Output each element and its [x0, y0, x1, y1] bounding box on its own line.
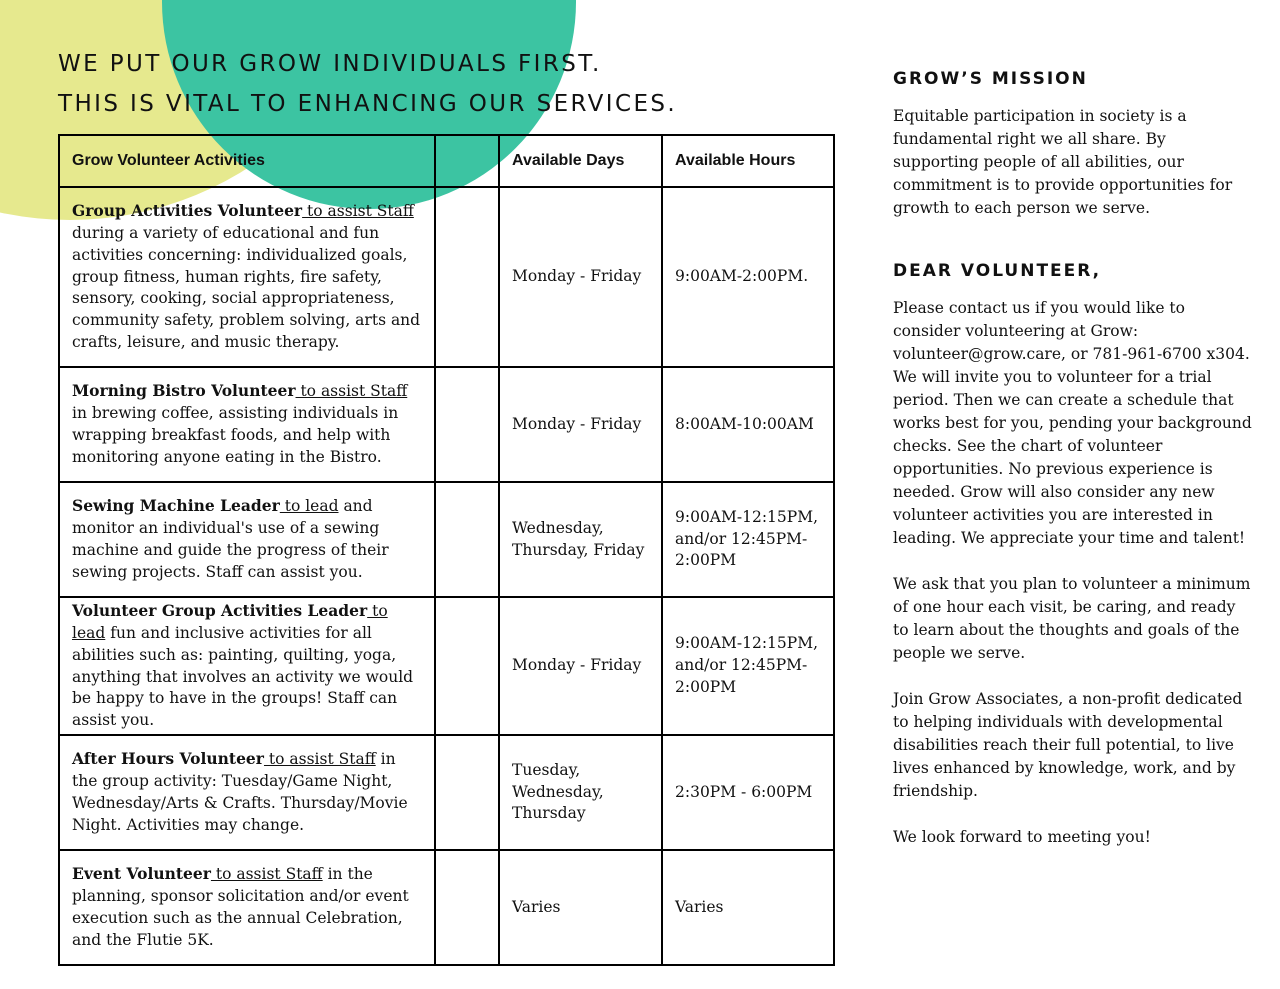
activity-cell	[59, 597, 435, 735]
blank-cell	[435, 597, 499, 735]
headline-line-2: THIS IS VITAL TO ENHANCING OUR SERVICES.	[58, 91, 678, 117]
activity-description: in the planning, sponsor solicitation and/or event execution such as the annual Celebration, and the Flutie 5K.	[72, 865, 409, 949]
activity-role: to assist Staff	[295, 382, 408, 401]
activity-description: fun and inclusive activities for all abilities such as: painting, quilting, yoga, anything that involves an activity we would be happy to have in the groups! Staff can assist you.	[72, 623, 414, 730]
activity-cell	[59, 187, 435, 367]
activity-role: to assist Staff	[302, 202, 414, 221]
activity-description: in the group activity: Tuesday/Game Night, Wednesday/Arts & Crafts. Thursday/Movie Night. Activities may change.	[72, 750, 408, 834]
activity-title: Event Volunteer	[72, 864, 211, 884]
table-row	[59, 367, 834, 482]
table-header-row	[59, 135, 834, 187]
hours-cell: 9:00AM-2:00PM.	[662, 187, 834, 367]
hours-cell: Varies	[662, 850, 834, 965]
activity-description: during a variety of educational and fun activities concerning: individualized goals, group fitness, human rights, fire safety, sensory, cooking, social appropriateness, community safety, problem solving, arts and crafts, leisure, and music therapy.	[72, 224, 421, 351]
days-cell: Wednesday, Thursday, Friday	[499, 482, 662, 597]
header-blank	[435, 135, 499, 187]
hours-cell: 9:00AM-12:15PM, and/or 12:45PM-2:00PM	[662, 597, 834, 735]
table-row	[59, 850, 834, 965]
activity-description: and monitor an individual's use of a sewing machine and guide the progress of their sewing projects. Staff can assist you.	[72, 497, 389, 581]
page-headline	[58, 44, 677, 124]
activity-title: After Hours Volunteer	[72, 749, 264, 769]
blank-cell	[435, 482, 499, 597]
mission-section	[893, 68, 1253, 220]
blank-cell	[435, 735, 499, 850]
mission-text: Equitable participation in society is a fundamental right we all share. By supporting people of all abilities, our commitment is to provide opportunities for growth to each person we serve.	[893, 107, 1233, 217]
letter-paragraph-2: We ask that you plan to volunteer a minimum of one hour each visit, be caring, and ready to learn about the thoughts and goals of the people we serve.	[893, 575, 1251, 662]
table-row	[59, 187, 834, 367]
activity-title: Morning Bistro Volunteer	[72, 381, 296, 401]
activity-cell	[59, 367, 435, 482]
days-cell: Monday - Friday	[499, 597, 662, 735]
activity-role: to assist Staff	[263, 750, 376, 769]
activity-cell	[59, 482, 435, 597]
table-row	[59, 482, 834, 597]
activity-role: to assist Staff	[210, 865, 323, 884]
days-cell: Monday - Friday	[499, 367, 662, 482]
activity-role: to lead	[279, 497, 339, 516]
activity-description: in brewing coffee, assisting individuals in wrapping breakfast foods, and help with monitoring anyone eating in the Bistro.	[72, 404, 399, 466]
days-cell: Varies	[499, 850, 662, 965]
header-hours: Available Hours	[662, 135, 834, 187]
hours-cell: 9:00AM-12:15PM, and/or 12:45PM-2:00PM	[662, 482, 834, 597]
headline-line-1: WE PUT OUR GROW INDIVIDUALS FIRST.	[58, 51, 602, 77]
table-row	[59, 735, 834, 850]
blank-cell	[435, 850, 499, 965]
header-days: Available Days	[499, 135, 662, 187]
mission-heading: GROW’S MISSION	[893, 69, 1088, 89]
blank-cell	[435, 367, 499, 482]
letter-heading: DEAR VOLUNTEER,	[893, 261, 1102, 281]
letter-paragraph-1: Please contact us if you would like to consider volunteering at Grow: volunteer@grow.care, or 781-961-6700 x304. We will invite you to volunteer for a trial period. Then we can create a schedule that works best for you, pending your background checks. See the chart of volunteer opportunities. No previous experience is needed. Grow will also consider any new volunteer activities you are interested in leading. We appreciate your time and talent!	[893, 299, 1252, 547]
activity-role: to lead	[72, 602, 388, 642]
activity-title: Volunteer Group Activities Leader	[72, 601, 368, 621]
letter-section	[893, 260, 1253, 849]
hours-cell: 2:30PM - 6:00PM	[662, 735, 834, 850]
activity-title: Sewing Machine Leader	[72, 496, 280, 516]
activity-cell	[59, 735, 435, 850]
header-activities: Grow Volunteer Activities	[59, 135, 435, 187]
activity-cell	[59, 850, 435, 965]
table-row	[59, 597, 834, 735]
days-cell: Tuesday, Wednesday, Thursday	[499, 735, 662, 850]
volunteer-activities-table	[58, 134, 835, 966]
letter-paragraph-3: Join Grow Associates, a non-profit dedicated to helping individuals with developmental disabilities reach their full potential, to live lives enhanced by knowledge, work, and by friendship.	[893, 690, 1243, 800]
blank-cell	[435, 187, 499, 367]
activity-title: Group Activities Volunteer	[72, 201, 303, 221]
letter-paragraph-4: We look forward to meeting you!	[893, 828, 1151, 846]
days-cell: Monday - Friday	[499, 187, 662, 367]
hours-cell: 8:00AM-10:00AM	[662, 367, 834, 482]
